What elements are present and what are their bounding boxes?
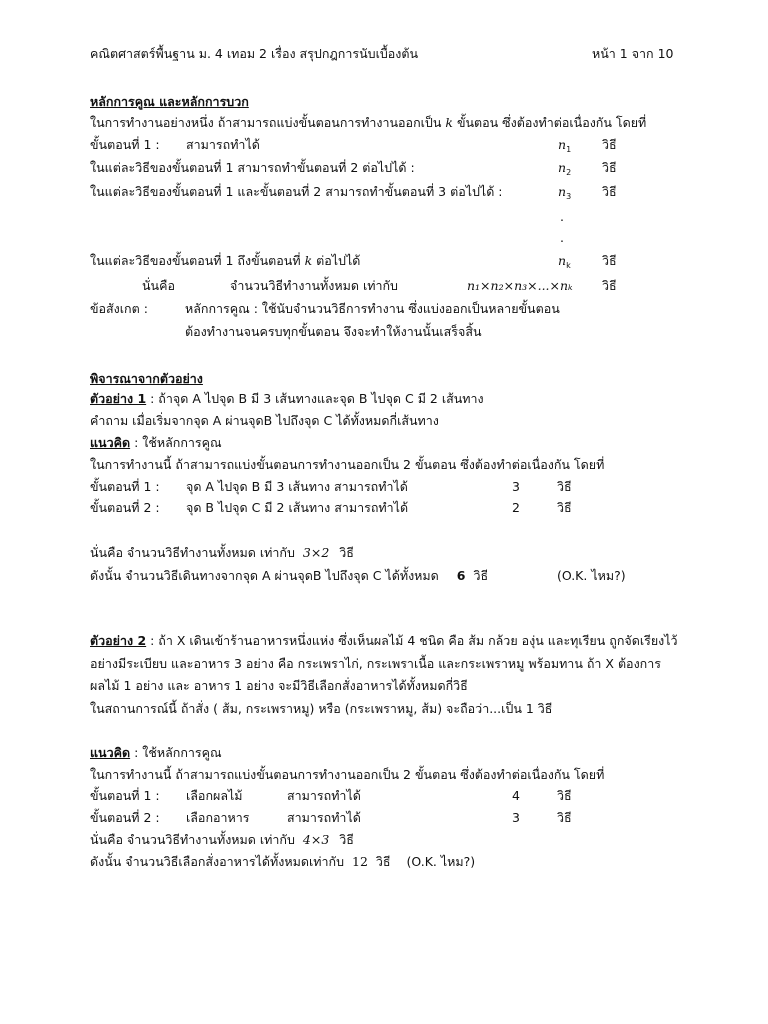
step2-text: ในแต่ละวิธีของขั้นตอนที่ 1 สามารถทำขั้นตอนที่ 2 ต่อไปได้ : bbox=[90, 160, 415, 175]
example2-step1-can: สามารถทำได้ bbox=[287, 788, 361, 803]
example2-step1-label: ขั้นตอนที่ 1 : bbox=[90, 788, 160, 803]
example1-intro: ในการทำงานนี้ ถ้าสามารถแบ่งขั้นตอนการทำงานออกเป็น 2 ขั้นตอน ซึ่งต้องทำต่อเนื่องกัน โดยที่ bbox=[90, 457, 605, 472]
unit-label: วิธี bbox=[602, 137, 617, 152]
unit-label: วิธี bbox=[557, 500, 572, 515]
ellipsis-dot: . bbox=[560, 230, 564, 245]
example2-line3: ผลไม้ 1 อย่าง และ อาหาร 1 อย่าง จะมีวิธีเลือกสั่งอาหารได้ทั้งหมดกี่วิธี bbox=[90, 678, 468, 693]
example1-question: คำถาม เมื่อเริ่มจากจุด A ผ่านจุดB ไปถึงจุด C ได้ทั้งหมดกี่เส้นทาง bbox=[90, 413, 439, 428]
example1-step2-text: จุด B ไปจุด C มี 2 เส้นทาง สามารถทำได้ bbox=[186, 500, 409, 515]
example1-step1-text: จุด A ไปจุด B มี 3 เส้นทาง สามารถทำได้ bbox=[186, 479, 408, 494]
stepk-text: ในแต่ละวิธีของขั้นตอนที่ 1 ถึงขั้นตอนที่ k ต่อไปได้ bbox=[90, 253, 361, 268]
example1-step1-value: 3 bbox=[512, 479, 520, 494]
example2-step2-can: สามารถทำได้ bbox=[287, 810, 361, 825]
example2-step2-text: เลือกอาหาร bbox=[186, 810, 250, 825]
principle-intro: ในการทำงานอย่างหนึ่ง ถ้าสามารถแบ่งขั้นตอนการทำงานออกเป็น k ขั้นตอน ซึ่งต้องทำต่อเนื่องกัน โดยที่ bbox=[90, 115, 647, 130]
example1-total: นั่นคือ จำนวนวิธีทำงานทั้งหมด เท่ากับ 3×2 วิธี bbox=[90, 545, 354, 560]
unit-label: วิธี bbox=[602, 253, 617, 268]
step1-label: ขั้นตอนที่ 1 : bbox=[90, 137, 160, 152]
example2-total: นั่นคือ จำนวนวิธีทำงานทั้งหมด เท่ากับ 4×3 วิธี bbox=[90, 832, 354, 847]
example1-step2-value: 2 bbox=[512, 500, 520, 515]
total-label: นั่นคือ bbox=[142, 278, 175, 293]
page-number: หน้า 1 จาก 10 bbox=[592, 46, 674, 61]
example1-step1-label: ขั้นตอนที่ 1 : bbox=[90, 479, 160, 494]
example2-line2: อย่างมีระเบียบ และอาหาร 3 อย่าง คือ กระเพราไก่, กระเพราเนื้อ และกระเพราหมู พร้อมทาน ถ้า X ต้องการ bbox=[90, 656, 661, 671]
example2-line1: ตัวอย่าง 2 : ถ้า X เดินเข้าร้านอาหารหนึ่งแห่ง ซึ่งเห็นผลไม้ 4 ชนิด คือ ส้ม กล้วย องุ่น และทุเรียน ถูกจัดเรียงไว้ bbox=[90, 633, 678, 648]
unit-label: วิธี bbox=[602, 160, 617, 175]
example2-step2-value: 3 bbox=[512, 810, 520, 825]
note-label: ข้อสังเกต : bbox=[90, 301, 148, 316]
document-header-title: คณิตศาสตร์พื้นฐาน ม. 4 เทอม 2 เรื่อง สรุปกฎการนับเบื้องต้น bbox=[90, 46, 419, 61]
step1-text: สามารถทำได้ bbox=[186, 137, 260, 152]
step1-count: $n_1$ bbox=[558, 137, 572, 154]
stepk-count: $n_k$ bbox=[558, 253, 571, 270]
unit-label: วิธี bbox=[557, 788, 572, 803]
unit-label: วิธี bbox=[557, 810, 572, 825]
step3-text: ในแต่ละวิธีของขั้นตอนที่ 1 และขั้นตอนที่ 2 สามารถทำขั้นตอนที่ 3 ต่อไปได้ : bbox=[90, 184, 503, 199]
example1-step2-label: ขั้นตอนที่ 2 : bbox=[90, 500, 160, 515]
example2-intro: ในการทำงานนี้ ถ้าสามารถแบ่งขั้นตอนการทำงานออกเป็น 2 ขั้นตอน ซึ่งต้องทำต่อเนื่องกัน โดยที่ bbox=[90, 767, 605, 782]
section-heading-multiplication-principle: หลักการคูณ และหลักการบวก bbox=[90, 94, 249, 109]
ellipsis-dot: . bbox=[560, 209, 564, 224]
step3-count: $n_3$ bbox=[558, 184, 572, 201]
example1-ok-note: (O.K. ไหม?) bbox=[557, 568, 626, 583]
example1-answer: ดังนั้น จำนวนวิธีเดินทางจากจุด A ผ่านจุดB ไปถึงจุด C ได้ทั้งหมด 6 วิธี bbox=[90, 568, 489, 583]
example2-step1-text: เลือกผลไม้ bbox=[186, 788, 243, 803]
example1-approach: แนวคิด : ใช้หลักการคูณ bbox=[90, 435, 222, 450]
note-line1: หลักการคูณ : ใช้นับจำนวนวิธีการทำงาน ซึ่งแบ่งออกเป็นหลายขั้นตอน bbox=[185, 301, 560, 316]
section-heading-examples: พิจารณาจากตัวอย่าง bbox=[90, 371, 203, 386]
unit-label: วิธี bbox=[602, 184, 617, 199]
step2-count: $n_2$ bbox=[558, 160, 572, 177]
note-line2: ต้องทำงานจนครบทุกขั้นตอน จึงจะทำให้งานนั้นเสร็จสิ้น bbox=[185, 324, 482, 339]
unit-label: วิธี bbox=[557, 479, 572, 494]
total-text: จำนวนวิธีทำงานทั้งหมด เท่ากับ bbox=[230, 278, 398, 293]
example2-approach: แนวคิด : ใช้หลักการคูณ bbox=[90, 745, 222, 760]
example2-answer: ดังนั้น จำนวนวิธีเลือกสั่งอาหารได้ทั้งหมดเท่ากับ 12 วิธี (O.K. ไหม?) bbox=[90, 854, 476, 869]
example1-statement: ตัวอย่าง 1 : ถ้าจุด A ไปจุด B มี 3 เส้นทางและจุด B ไปจุด C มี 2 เส้นทาง bbox=[90, 391, 484, 406]
product-formula: n₁×n₂×n₃×...×nₖ bbox=[467, 278, 573, 293]
example2-line4: ในสถานการณ์นี้ ถ้าสั่ง ( ส้ม, กระเพราหมู) หรือ (กระเพราหมู, ส้ม) จะถือว่า...เป็น 1 วิธี bbox=[90, 701, 553, 716]
example2-step1-value: 4 bbox=[512, 788, 520, 803]
example2-step2-label: ขั้นตอนที่ 2 : bbox=[90, 810, 160, 825]
unit-label: วิธี bbox=[602, 278, 617, 293]
